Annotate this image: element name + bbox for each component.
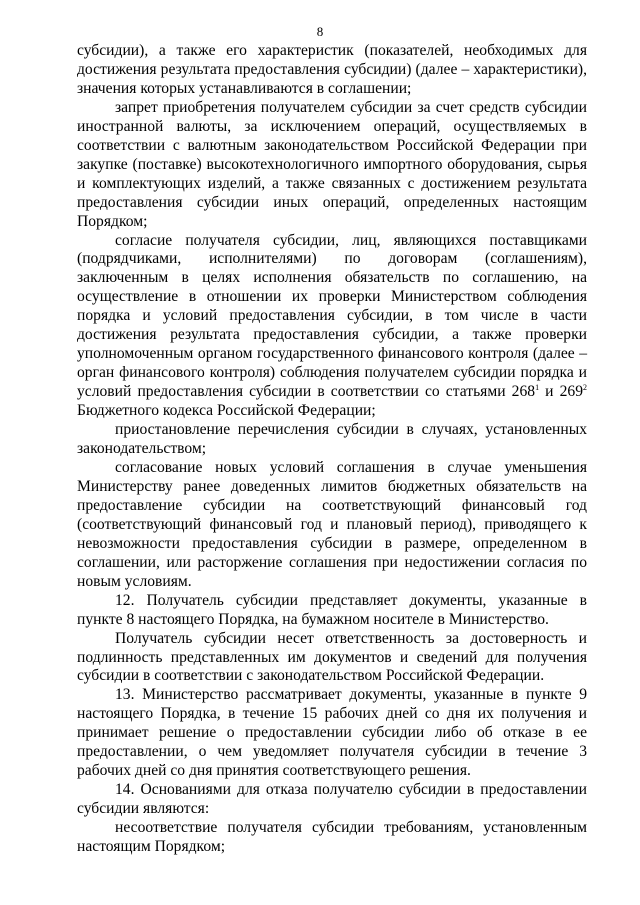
superscript-1: 1 — [535, 383, 540, 393]
page-number: 8 — [316, 24, 324, 39]
superscript-2: 2 — [583, 383, 587, 393]
paragraph-audit-consent-text: согласие получателя субсидии, лиц, являющихся поставщиками (подрядчиками, исполнителями) по договорам (соглашениям), заключенным в целях исполнения обязательств по соглашению, на осуществление в отношении их проверки Министерством соблюдения порядка и условий предоставления субсидии, в том числе в части достижения результата предоставления субсидии, а также проверки уполномоченным органом государственного финансового контроля (далее – орган финансового контроля) соблюдения получателем субсидии порядка и условий предоставления субсидии в соответствии со статьями 268 — [77, 231, 587, 401]
paragraph-noncompliance: несоответствие получателя субсидии требованиям, установленным настоящим Порядком; — [77, 819, 587, 856]
paragraph-suspension: приостановление перечисления субсидии в случаях, установленных законодательством; — [77, 421, 587, 458]
paragraph-currency-ban: запрет приобретения получателем субсидии за счет средств субсидии иностранной валюты, за исключением операций, осуществляемых в соответствии с валютным законодательством Российской Федерации при закупке (поставке) высокотехнологичного импортного оборудования, сырья и комплектующих изделий, а также связанных с достижением результата предоставления субсидии иных операций, определенных настоящим Порядком; — [77, 98, 587, 230]
paragraph-responsibility: Получатель субсидии несет ответственность за достоверность и подлинность представленных им документов и сведений для получения субсидии в соответствии с законодательством Российской Федерации. — [77, 629, 587, 685]
paragraph-continuation: субсидии), а также его характеристик (показателей, необходимых для достижения результата предоставления субсидии) (далее – характеристики), значения которых устанавливаются в соглашении; — [77, 42, 587, 97]
paragraph-item-13: 13. Министерство рассматривает документы, указанные в пункте 9 настоящего Порядка, в течение 15 рабочих дней со дня их получения и принимает решение о предоставлении субсидии либо об отказе в ее предоставлении, о чем уведомляет получателя субсидии в течение 3 рабочих дней со дня принятия соответствующего решения. — [77, 686, 587, 780]
paragraph-audit-consent-text-2: и 269 — [539, 383, 583, 401]
document-body — [77, 42, 587, 857]
paragraph-audit-consent — [77, 232, 587, 422]
paragraph-audit-consent-text-3: Бюджетного кодекса Российской Федерации; — [77, 402, 376, 420]
paragraph-item-12: 12. Получатель субсидии представляет документы, указанные в пункте 8 настоящего Порядка, на бумажном носителе в Министерство. — [77, 591, 587, 628]
paragraph-new-conditions: согласование новых условий соглашения в случае уменьшения Министерству ранее доведенных лимитов бюджетных обязательств на предоставление субсидии на соответствующий финансовый год (соответствующий финансовый год и плановый период), приводящего к невозможности предоставления субсидии в размере, определенном в соглашении, или расторжение соглашения при недостижении согласия по новым условиям. — [77, 458, 587, 590]
paragraph-item-14: 14. Основаниями для отказа получателю субсидии в предоставлении субсидии являются: — [77, 781, 587, 818]
